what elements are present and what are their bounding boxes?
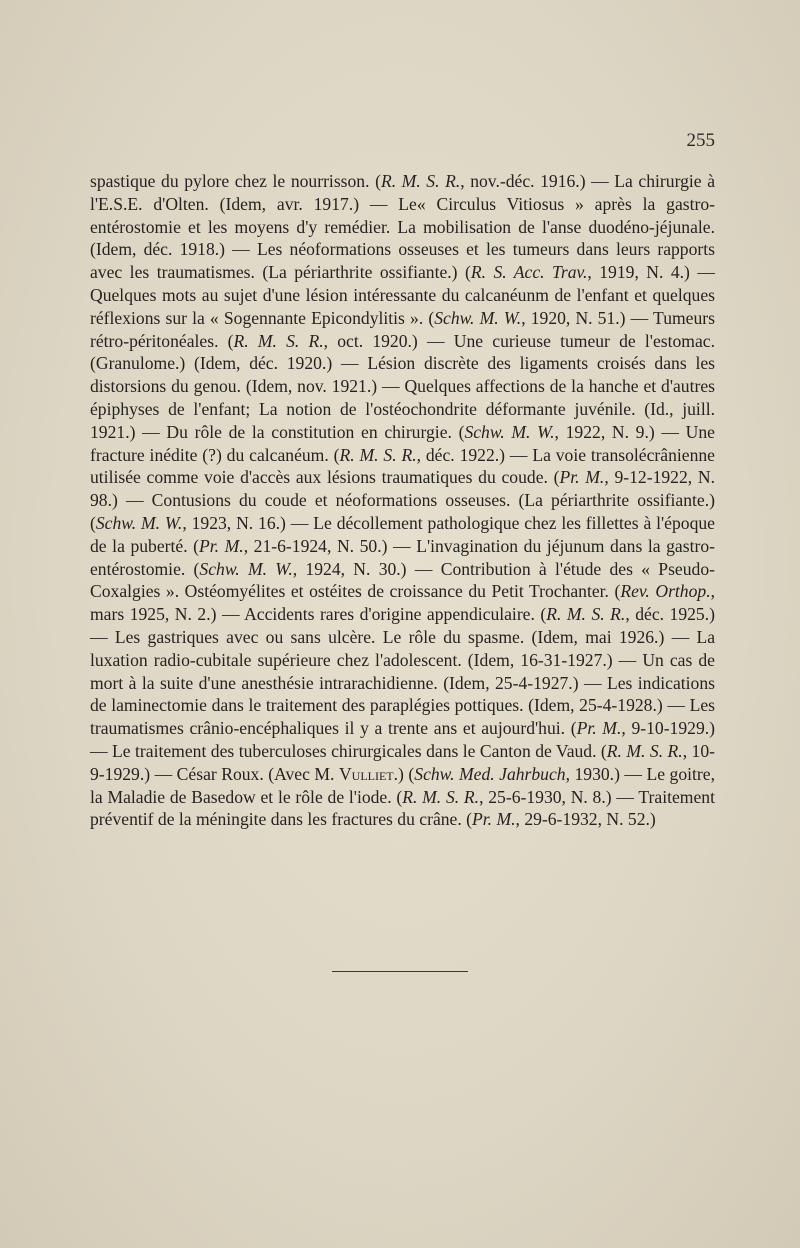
journal-citation: Rev. Orthop.	[620, 581, 711, 602]
journal-citation: R. M. S. R.	[402, 786, 480, 807]
author-name: Vulliet	[338, 763, 394, 784]
text-run: , oct. 1920.) — Une curieuse tumeur de l'estomac. (Granulome.) (Idem, déc. 1920.) — Lésion discrète des ligaments croisés dans les distorsions du genou. (Idem, nov. 1921.) — Quelques affections de la hanche et d'autres épiphyses de l'enfant; La notion de l'ostéochondrite déformante juvénile. (Id., juill. 1921.) — Du rôle de la constitution en chirurgie. (	[90, 330, 715, 442]
journal-citation: Schw. M. W.	[199, 558, 293, 579]
text-run: , 1920, N. 51.) — Tumeurs rétro-péritonéales. (	[90, 307, 715, 351]
journal-citation: R. M. S. R.	[546, 604, 626, 625]
journal-citation: R. M. S. R.	[233, 330, 324, 351]
journal-citation: Pr. M.	[472, 809, 516, 830]
text-run: , 1922, N. 9.) — Une fracture inédite (?) du calcanéum. (	[90, 421, 715, 465]
text-run: , 29-6-1932, N. 52.)	[515, 809, 656, 830]
journal-citation: Pr. M.	[199, 535, 244, 556]
text-run: , 9-12-1922, N. 98.) — Contusions du coude et néoformations osseuses. (La périarthrite ossifiante.) (	[90, 467, 715, 533]
text-run: , 9-10-1929.) — Le traitement des tuberculoses chirurgicales dans le Canton de Vaud. (	[90, 718, 716, 761]
journal-citation: R. M. S. R.	[339, 444, 417, 465]
text-run: , 1924, N. 30.) — Contribution à l'étude des « Pseudo-Coxalgies ». Ostéomyélites et ostéites de croissance du Petit Trochanter. (	[90, 558, 715, 602]
text-run: , 21-6-1924, N. 50.) — L'invagination du jéjunum dans la gastro-entérostomie. (	[90, 535, 715, 579]
journal-citation: R. M. S. R.	[606, 740, 683, 761]
text-run: , 25-6-1930, N. 8.) — Traitement préventif de la méningite dans les fractures du crâne. (	[90, 786, 715, 830]
journal-citation: Schw. Med. Jahrbuch	[414, 763, 566, 784]
text-run: , nov.-déc. 1916.) — La chirurgie à l'E.S.E. d'Olten. (Idem, avr. 1917.) — Le« Circulus Vitiosus » après la gastro-entérostomie et les moyens d'y remédier. La mobilisation de l'anse duodéno-jéjunale. (Idem, déc. 1918.) — Les néoformations osseuses et les tumeurs dans leurs rapports avec les traumatismes. (La périarthrite ossifiante.) (	[90, 171, 715, 283]
journal-citation: R. S. Acc. Trav.	[470, 262, 588, 283]
journal-citation: Schw. M. W.	[464, 421, 555, 442]
journal-citation: Schw. M. W.	[434, 307, 522, 328]
page-number: 255	[686, 130, 715, 151]
journal-citation: Pr. M.	[559, 467, 605, 488]
text-run: , déc. 1925.) — Les gastriques avec ou sans ulcère. Le rôle du spasme. (Idem, mai 1926.) — La luxation radio-cubitale supérieure chez l'adolescent. (Idem, 16-31-1927.) — Un cas de mort à la suite d'une anesthésie intrarachidienne. (Idem, 25-4-1927.) — Les indications de laminectomie dans le traitement des paraplégies pottiques. (Idem, 25-4-1928.) — Les traumatismes crânio-encéphaliques il y a trente ans et aujourd'hui. (	[90, 604, 715, 739]
text-run: , 10-9-1929.) — César Roux. (Avec M.	[90, 740, 715, 784]
text-run: , mars 1925, N. 2.) — Accidents rares d'origine appendiculaire. (	[90, 581, 715, 625]
journal-citation: Schw. M. W.	[95, 512, 183, 533]
bibliography-paragraph	[90, 170, 715, 831]
section-divider-rule	[332, 971, 468, 972]
text-run: spastique du pylore chez le nourrisson. (	[90, 171, 381, 191]
text-run: .) (	[393, 763, 415, 784]
text-run: , 1923, N. 16.) — Le décollement pathologique chez les fillettes à l'époque de la puberté. (	[90, 512, 715, 556]
journal-citation: Pr. M.	[576, 718, 622, 739]
text-run: , déc. 1922.) — La voie transolécrânienne utilisée comme voie d'accès aux lésions traumatiques du coude. (	[90, 444, 715, 488]
text-run: , 1930.) — Le goitre, la Maladie de Basedow et le rôle de l'iode. (	[90, 763, 715, 807]
text-run: , 1919, N. 4.) — Quelques mots au sujet d'une lésion intéressante du calcanéunm de l'enfant et quelques réflexions sur la « Sogennante Epicondylitis ». (	[90, 262, 715, 328]
journal-citation: R. M. S. R.	[380, 171, 461, 191]
